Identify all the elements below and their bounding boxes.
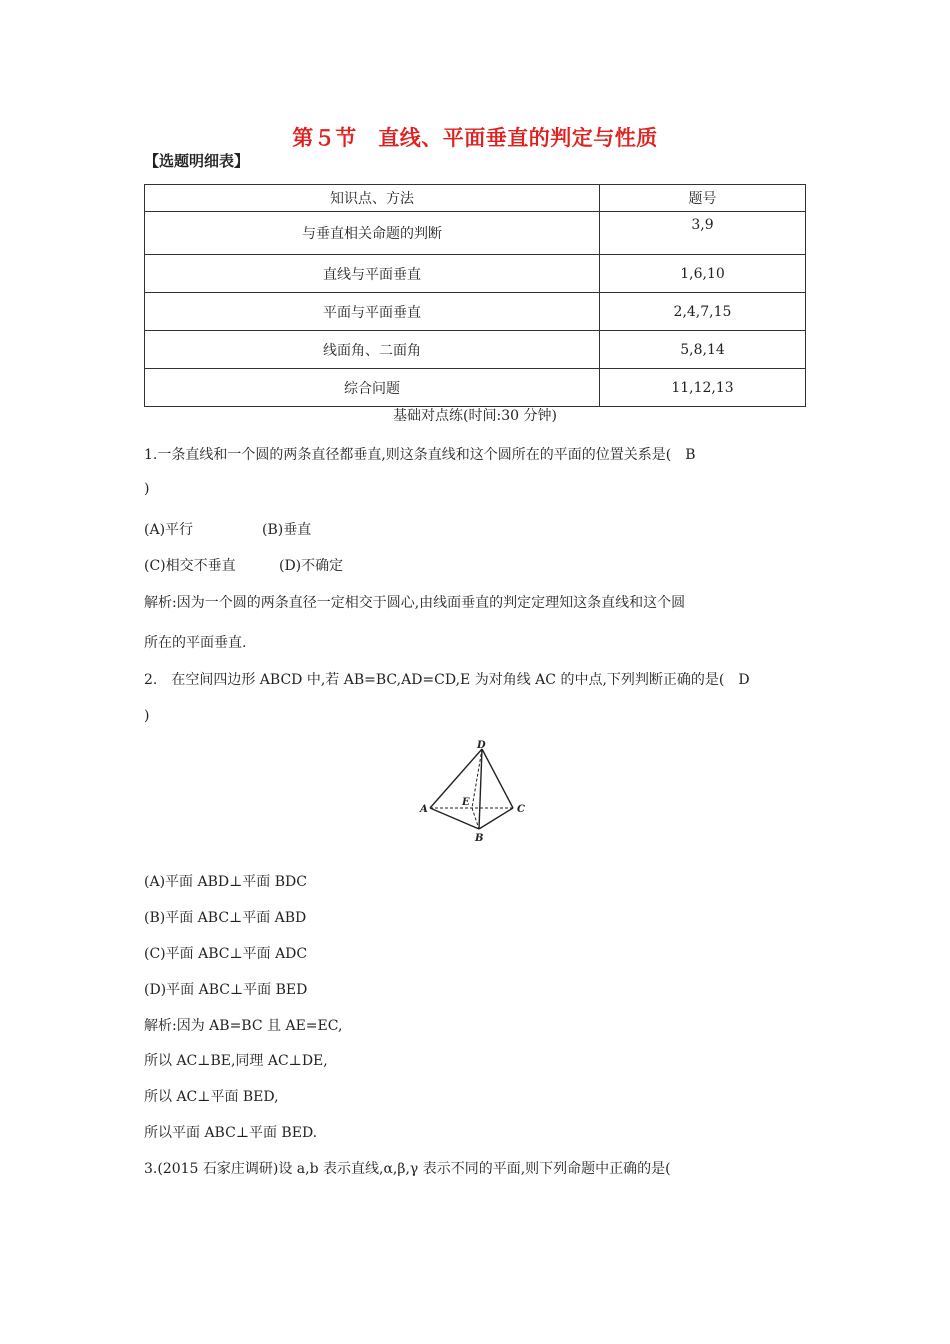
table-heading: 【选题明细表】 <box>144 152 250 170</box>
label-a: A <box>420 804 428 815</box>
q2-stem: 2. 在空间四边形 ABCD 中,若 AB=BC,AD=CD,E 为对角线 AC 的中点,下列判断正确的是( D <box>144 672 750 688</box>
table-header-cell: 知识点、方法 <box>145 185 600 212</box>
q2-analysis-line: 所以平面 ABC⊥平面 BED. <box>144 1125 318 1141</box>
table-cell: 11,12,13 <box>600 369 806 407</box>
table-cell: 综合问题 <box>145 369 600 407</box>
table-cell: 线面角、二面角 <box>145 331 600 369</box>
table-row <box>145 255 806 293</box>
edge-bc <box>479 808 513 829</box>
table-row <box>145 212 806 255</box>
q2-stem-end: ) <box>144 708 150 724</box>
q3-stem: 3.(2015 石家庄调研)设 a,b 表示直线,α,β,γ 表示不同的平面,则下列命题中正确的是( <box>144 1161 671 1177</box>
table-row <box>145 293 806 331</box>
edge-db <box>479 749 482 829</box>
table-cell: 与垂直相关命题的判断 <box>145 212 600 255</box>
table-header-cell: 题号 <box>600 185 806 212</box>
option: (C)相交不垂直 <box>144 558 236 574</box>
label-b: B <box>475 833 484 844</box>
section-title: 基础对点练(时间:30 分钟) <box>393 408 557 424</box>
edge-dc <box>482 749 513 808</box>
q2-analysis-line: 所以 AC⊥平面 BED, <box>144 1089 279 1105</box>
q1-stem: 1.一条直线和一个圆的两条直径都垂直,则这条直线和这个圆所在的平面的位置关系是( B <box>144 447 696 463</box>
q1-options-row <box>144 519 311 539</box>
table-cell: 5,8,14 <box>600 331 806 369</box>
table-cell: 平面与平面垂直 <box>145 293 600 331</box>
option: (A)平行 <box>144 522 194 538</box>
table-header-row <box>145 185 806 212</box>
edge-ad <box>430 749 482 808</box>
q2-option: (A)平面 ABD⊥平面 BDC <box>144 874 307 890</box>
table-cell: 1,6,10 <box>600 255 806 293</box>
table-row <box>145 369 806 407</box>
q2-option: (B)平面 ABC⊥平面 ABD <box>144 910 307 926</box>
table-row <box>145 331 806 369</box>
q1-stem-end: ) <box>144 481 150 497</box>
table-cell: 2,4,7,15 <box>600 293 806 331</box>
label-e: E <box>462 797 470 808</box>
q2-option: (C)平面 ABC⊥平面 ADC <box>144 946 308 962</box>
q2-analysis-line: 解析:因为 AB=BC 且 AE=EC, <box>144 1018 343 1034</box>
q2-analysis-line: 所以 AC⊥BE,同理 AC⊥DE, <box>144 1053 328 1069</box>
option: (D)不确定 <box>279 558 344 574</box>
label-d: D <box>477 740 486 751</box>
topic-table <box>144 184 806 407</box>
q1-analysis-line: 解析:因为一个圆的两条直径一定相交于圆心,由线面垂直的判定定理知这条直线和这个圆 <box>144 595 686 611</box>
option: (B)垂直 <box>262 522 312 538</box>
page-title: 第５节 直线、平面垂直的判定与性质 <box>292 126 658 150</box>
q1-analysis-line: 所在的平面垂直. <box>144 635 247 651</box>
label-c: C <box>517 804 525 815</box>
table-cell: 直线与平面垂直 <box>145 255 600 293</box>
tetrahedron-figure <box>418 738 530 844</box>
edge-ab <box>430 808 479 829</box>
q1-options-row <box>144 555 343 575</box>
table-cell: 3,9 <box>600 212 806 255</box>
q2-option: (D)平面 ABC⊥平面 BED <box>144 982 308 998</box>
